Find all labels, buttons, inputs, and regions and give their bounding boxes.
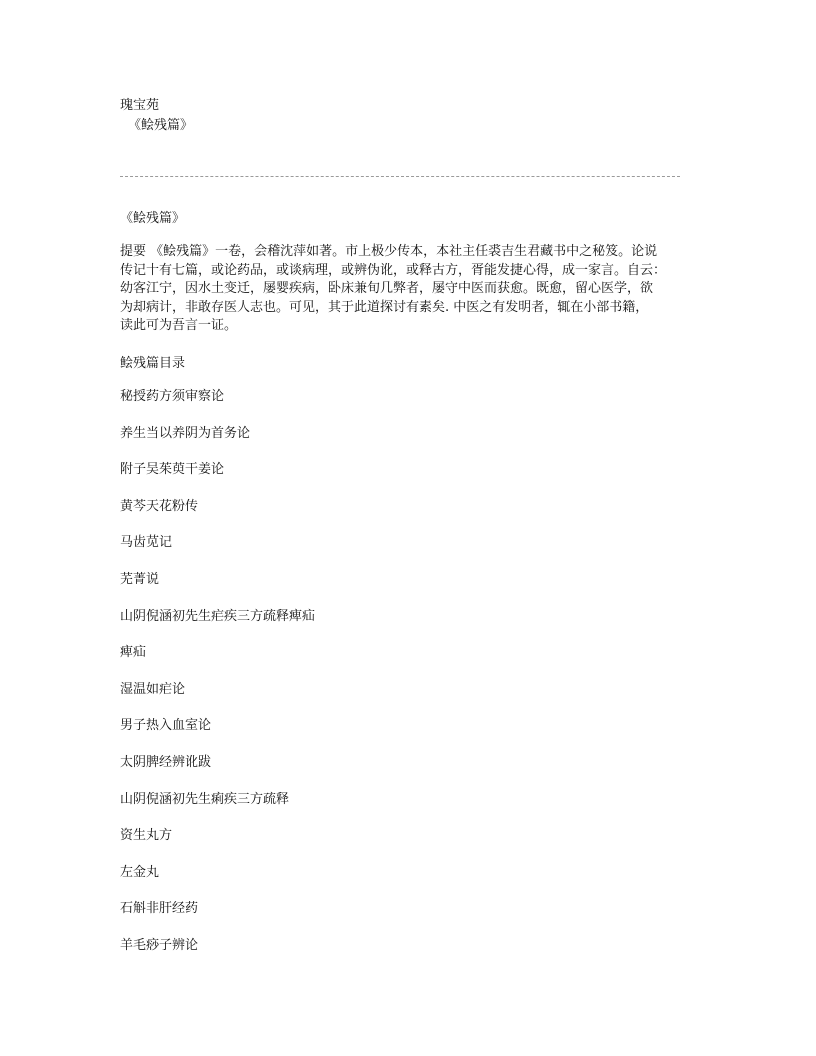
abstract-line: 为却病计，非敢存医人志也。可见，其于此道探讨有素矣. 中医之有发明者，辄在小部书籍， [120,299,649,315]
abstract-line: 幼客江宁，因水土变迁，屡婴疾病，卧床兼旬几弊者，屡守中医而获愈。既愈，留心医学，欲 [120,281,654,296]
toc-item: 黄芩天花粉传 [120,498,199,514]
toc-item: 湿温如疟论 [120,681,186,697]
toc-item: 石斛非肝经药 [120,901,199,917]
toc-heading: 鲙残篇目录 [120,356,186,371]
abstract-line: 传记十有七篇，或论药品，或谈病理，或辨伪讹，或释古方，胥能发捷心得，成一家言。自云： [120,262,667,278]
toc-item: 资生丸方 [120,828,173,844]
site-title: 瑰宝苑 [120,98,160,113]
section-title: 《鲙残篇》 [120,211,186,226]
abstract-line: 读此可为吾言一证。 [120,318,238,333]
toc-item: 男子热入血室论 [120,718,212,734]
toc-item: 附子吴茱萸干姜论 [120,462,225,478]
toc-item: 痺疝 [120,645,147,661]
toc-item: 左金丸 [120,864,160,880]
abstract-line: 提要 《鲙残篇》一卷，会稽沈萍如著。市上极少传本，本社主任裘吉生君藏书中之秘笈。论说 [120,244,658,259]
toc-item: 秘授药方须审察论 [120,389,225,404]
dashed-separator [120,176,680,177]
toc-item: 羊毛痧子辨论 [120,937,199,953]
toc-item: 芜菁说 [120,571,160,587]
toc-item: 养生当以养阴为首务论 [120,425,251,441]
toc-item: 山阴倪涵初先生痢疾三方疏释 [120,791,290,807]
book-subtitle: 《鲙残篇》 [128,118,194,133]
toc-item: 山阴倪涵初先生疟疾三方疏释痺疝 [120,608,316,624]
toc-item: 马齿苋记 [120,535,173,551]
abstract-paragraph [120,243,692,336]
toc-item: 太阴脾经辨讹跋 [120,754,212,770]
toc-list [120,388,315,974]
